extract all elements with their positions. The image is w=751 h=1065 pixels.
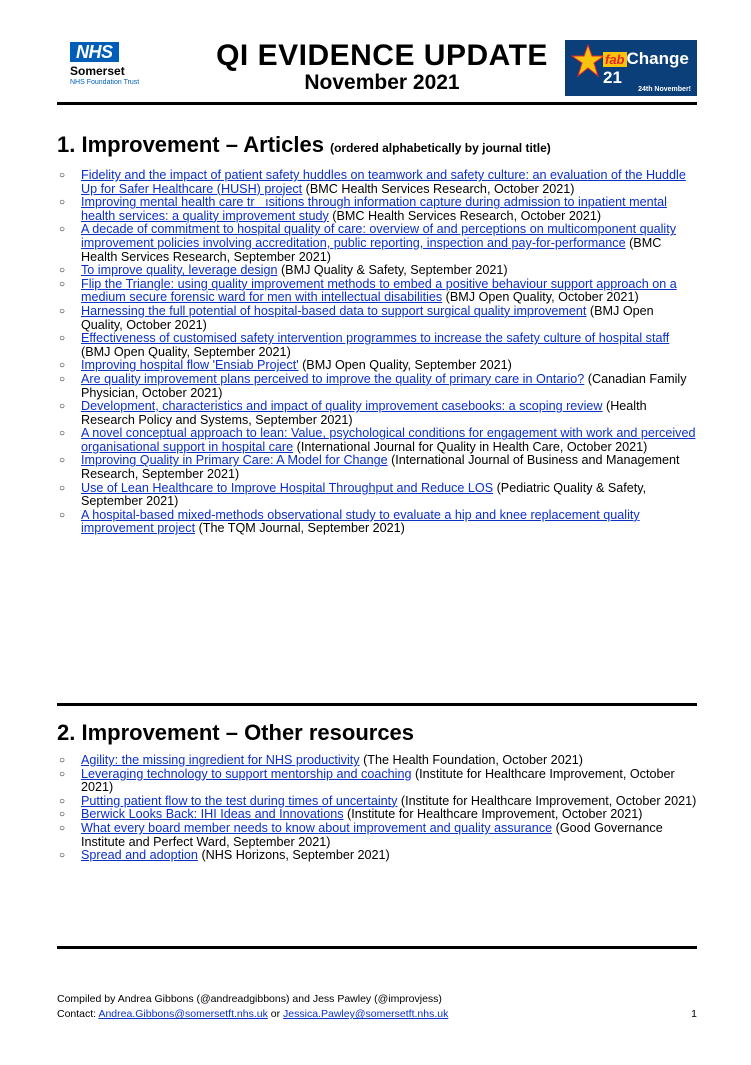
list-item [57,849,697,863]
item-source: (BMC Health Services Research, October 2021) [302,181,575,196]
item-source: (Canadian Family Physician, October 2021) [81,371,687,400]
bullet-icon: ○ [59,265,66,277]
item-source: (BMJ Open Quality, October 2021) [442,290,639,305]
section-heading: 2. Improvement – Other resources [57,720,415,745]
item-source: (BMC Health Services Research, October 2021) [328,208,602,223]
item-link[interactable]: Harnessing the full potential of hospital-based data to support surgical quality improvement [81,303,587,318]
bullet-icon: ○ [59,755,66,766]
contact-line [57,1007,697,1022]
fab-change-badge [565,40,697,96]
badge-date: 24th November! [638,86,691,93]
section-divider [57,946,697,949]
list-item [57,196,697,223]
email-link-andrea[interactable]: Andrea.Gibbons@somersetft.nhs.uk [98,1008,268,1020]
item-link[interactable]: Use of Lean Healthcare to Improve Hospital Throughput and Reduce LOS [81,480,494,495]
item-link[interactable]: What every board member needs to know about improvement and quality assurance [81,820,553,835]
list-item [57,264,697,278]
list-item [57,373,697,400]
item-link[interactable]: Fidelity and the impact of patient safety huddles on teamwork and safety culture: an evaluation of the Huddle Up for Safer Healthcare (HUSH) project [81,168,686,196]
bullet-icon: ○ [59,278,66,290]
trust-name: NHS Foundation Trust [70,79,140,86]
bullet-icon: ○ [59,809,66,821]
section-heading [57,132,697,161]
change-label: Change 21 [603,49,689,87]
bullet-icon: ○ [59,822,66,834]
item-link[interactable]: A novel conceptual approach to lean: Value, psychological conditions for engagement with work and perceived organisational support in hospital care [81,426,696,454]
section-other-resources [57,720,697,863]
item-link[interactable]: Development, characteristics and impact of quality improvement casebooks: a scoping review [81,399,603,414]
list-item [57,427,697,454]
item-source: (Health Research Policy and Systems, September 2021) [81,399,647,427]
item-source: (Institute for Healthcare Improvement, October 2021) [81,766,675,795]
item-source: (The Health Foundation, October 2021) [359,753,583,767]
list-item [57,305,697,332]
item-source: (BMJ Open Quality, September 2021) [298,358,512,373]
list-item [57,754,697,768]
list-item [57,332,697,359]
nhs-logo-block [70,42,180,87]
item-source: (BMC Health Services Research, September 2021) [81,235,662,264]
item-source: (BMJ Quality & Safety, September 2021) [277,263,508,278]
list-item [57,482,697,509]
item-link[interactable]: A decade of commitment to hospital quality of care: overview of and perceptions on multicomponent quality improvement policies involving accreditation, public reporting, inspection and pay-for-performance [81,222,677,250]
item-source: (International Journal for Quality in Health Care, October 2021) [293,439,648,454]
item-link[interactable]: Putting patient flow to the test during times of uncertainty [81,793,398,808]
bullet-icon: ○ [59,428,66,440]
list-item [57,808,697,822]
title-block [202,40,562,94]
list-item [57,359,697,373]
page-number: 1 [691,1008,697,1020]
item-source: (Institute for Healthcare Improvement, October 2021) [343,807,643,822]
item-link[interactable]: Are quality improvement plans perceived to improve the quality of primary care in Ontario? [81,371,585,386]
bullet-icon: ○ [59,482,66,494]
item-source: (Good Governance Institute and Perfect Ward, September 2021) [81,820,663,849]
bullet-icon: ○ [59,224,66,236]
bullet-icon: ○ [59,360,66,372]
list-item [57,400,697,427]
bullet-icon: ○ [59,401,66,413]
list-item [57,768,697,795]
item-link[interactable]: Flip the Triangle: using quality improvement methods to embed a positive behaviour support approach on a medium secure forensic ward for men with intellectual disabilities [81,276,677,305]
list-item [57,454,697,481]
item-source: (NHS Horizons, September 2021) [197,848,390,863]
item-source: (The TQM Journal, September 2021) [195,521,405,536]
item-source: (BMJ Open Quality, October 2021) [81,303,654,332]
fab-change-label [603,50,697,87]
item-link[interactable]: Improving mental health care tr ısitions through information capture during admission to inpatient mental health services: a quality improvement study [81,195,667,223]
star-icon [571,44,605,78]
bullet-icon: ○ [59,305,66,317]
email-link-jessica[interactable]: Jessica.Pawley@somersetft.nhs.uk [283,1008,449,1020]
item-link[interactable]: Improving hospital flow 'Ensiab Project' [81,358,299,373]
bullet-icon: ○ [59,795,66,807]
item-link[interactable]: Improving Quality in Primary Care: A Model for Change [81,453,388,468]
item-source: (BMJ Open Quality, September 2021) [81,344,291,359]
nhs-logo: NHS [70,42,119,62]
item-link[interactable]: Effectiveness of customised safety intervention programmes to increase the safety culture of hospital staff [81,331,670,346]
page-title: QI EVIDENCE UPDATE [216,39,548,72]
item-link[interactable]: To improve quality, leverage design [81,263,278,278]
page-header [57,40,697,105]
bullet-icon: ○ [59,768,66,780]
resource-list [57,754,697,863]
item-source: (International Journal of Business and Management Research, September 2021) [81,453,680,482]
org-name: Somerset [70,64,125,78]
bullet-icon: ○ [59,509,66,521]
list-item [57,169,697,196]
list-item [57,278,697,305]
item-link[interactable]: Agility: the missing ingredient for NHS productivity [81,753,360,767]
or-text: or [267,1008,284,1020]
section-divider [57,703,697,706]
fab-label: fab [605,52,625,67]
bullet-icon: ○ [59,170,66,181]
item-source: (Pediatric Quality & Safety, September 2021) [81,480,647,509]
bullet-icon: ○ [59,455,66,467]
bullet-icon: ○ [59,197,66,209]
item-link[interactable]: Berwick Looks Back: IHI Ideas and Innovations [81,807,344,822]
section-title: 1. Improvement – Articles [57,132,324,157]
item-link[interactable]: A hospital-based mixed-methods observational study to evaluate a hip and knee replacement quality improvement project [81,507,640,536]
page-subtitle: November 2021 [304,71,460,94]
bullet-icon: ○ [59,333,66,345]
section-articles [57,132,697,536]
compiled-by: Compiled by Andrea Gibbons (@andreadgibbons) and Jess Pawley (@improvjess) [57,993,442,1005]
contact-label: Contact: [57,1008,99,1020]
list-item [57,223,697,264]
list-item [57,822,697,849]
page-footer [57,992,697,1022]
article-list [57,169,697,536]
list-item [57,795,697,809]
item-link[interactable]: Leveraging technology to support mentorship and coaching [81,766,412,781]
bullet-icon: ○ [59,373,66,385]
list-item [57,509,697,536]
section-note: (ordered alphabetically by journal title) [330,141,551,155]
item-source: (Institute for Healthcare Improvement, October 2021) [397,793,697,808]
bullet-icon: ○ [59,850,66,862]
item-link[interactable]: Spread and adoption [81,848,198,863]
